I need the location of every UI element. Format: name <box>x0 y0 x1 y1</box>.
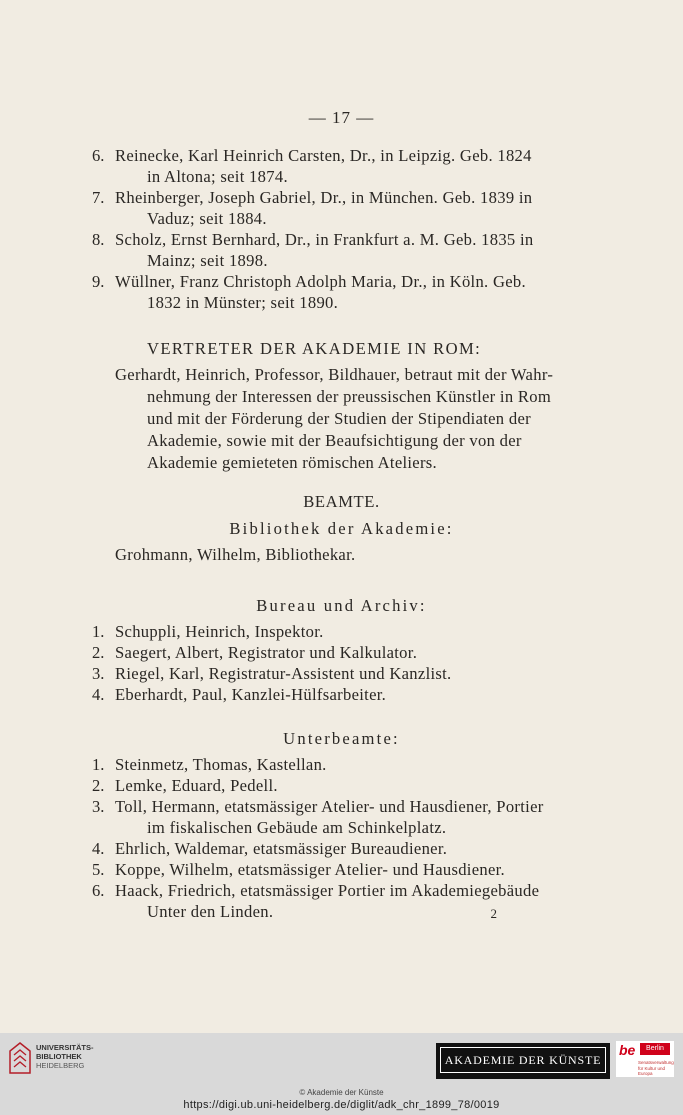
akademie-label: AKADEMIE DER KÜNSTE <box>440 1047 606 1073</box>
permalink-url[interactable]: https://digi.ub.uni-heidelberg.de/diglit/adk_chr_1899_78/0019 <box>183 1099 500 1111</box>
berlin-sub-line2: für Kultur und Europa <box>638 1065 666 1076</box>
list-number: 3. <box>92 797 105 816</box>
university-library-logo[interactable] <box>6 1039 106 1079</box>
list-number: 7. <box>92 188 105 207</box>
bureau-entry: Riegel, Karl, Registratur-Assistent und Kanzlist. <box>115 664 452 683</box>
member-entry-cont: Mainz; seit 1898. <box>147 251 268 270</box>
rome-paragraph-line: Akademie, sowie mit der Beaufsichtigung der von der <box>147 431 522 450</box>
list-number: 5. <box>92 860 105 879</box>
member-entry: Wüllner, Franz Christoph Adolph Maria, Dr., in Köln. Geb. <box>115 272 526 291</box>
berlin-sub-line1: Senatsverwaltung <box>638 1060 674 1065</box>
list-number: 6. <box>92 881 105 900</box>
library-emblem-icon <box>8 1041 32 1075</box>
list-number: 2. <box>92 776 105 795</box>
member-entry-cont: Vaduz; seit 1884. <box>147 209 267 228</box>
subheading-library: Bibliothek der Akademie: <box>229 519 454 538</box>
section-heading-rome: VERTRETER DER AKADEMIE IN ROM: <box>147 339 482 358</box>
unterbeamte-entry: Toll, Hermann, etatsmässiger Atelier- und Hausdiener, Portier <box>115 797 544 816</box>
signature-mark: 2 <box>490 906 497 921</box>
library-entry: Grohmann, Wilhelm, Bibliothekar. <box>115 545 356 564</box>
library-name-line3: HEIDELBERG <box>36 1061 85 1070</box>
member-entry-cont: 1832 in Münster; seit 1890. <box>147 293 339 312</box>
akademie-der-kuenste-logo[interactable] <box>436 1043 610 1079</box>
member-entry: Reinecke, Karl Heinrich Carsten, Dr., in Leipzig. Geb. 1824 <box>115 146 532 165</box>
list-number: 9. <box>92 272 105 291</box>
library-name-line1: UNIVERSITÄTS- <box>36 1043 94 1052</box>
rome-paragraph-line: und mit der Förderung der Studien der Stipendiaten der <box>147 409 531 428</box>
list-number: 4. <box>92 839 105 858</box>
subheading-unterbeamte: Unterbeamte: <box>283 729 400 748</box>
page-number: — 17 — <box>308 108 375 127</box>
section-heading-beamte: BEAMTE. <box>303 492 380 511</box>
unterbeamte-entry: Koppe, Wilhelm, etatsmässiger Atelier- und Hausdiener. <box>115 860 506 879</box>
unterbeamte-entry: Haack, Friedrich, etatsmässiger Portier im Akademiegebäude <box>115 881 540 900</box>
list-number: 6. <box>92 146 105 165</box>
unterbeamte-entry-cont: im fiskalischen Gebäude am Schinkelplatz. <box>147 818 447 837</box>
list-number: 1. <box>92 622 105 641</box>
berlin-tag: Berlin <box>640 1043 670 1055</box>
unterbeamte-entry-cont: Unter den Linden. <box>147 902 274 921</box>
list-number: 8. <box>92 230 105 249</box>
bureau-entry: Saegert, Albert, Registrator und Kalkulator. <box>115 643 418 662</box>
bureau-entry: Schuppli, Heinrich, Inspektor. <box>115 622 324 641</box>
copyright-notice: © Akademie der Künste <box>299 1088 384 1097</box>
library-name-line2: BIBLIOTHEK <box>36 1052 82 1061</box>
berlin-senate-logo[interactable] <box>616 1041 674 1077</box>
member-entry: Rheinberger, Joseph Gabriel, Dr., in München. Geb. 1839 in <box>115 188 533 207</box>
list-number: 4. <box>92 685 105 704</box>
rome-paragraph-line: Gerhardt, Heinrich, Professor, Bildhauer, betraut mit der Wahr- <box>115 365 554 384</box>
member-entry: Scholz, Ernst Bernhard, Dr., in Frankfurt a. M. Geb. 1835 in <box>115 230 534 249</box>
viewer-footer <box>0 1033 683 1115</box>
member-entry-cont: in Altona; seit 1874. <box>147 167 288 186</box>
unterbeamte-entry: Lemke, Eduard, Pedell. <box>115 776 278 795</box>
berlin-be-mark: be <box>619 1042 636 1058</box>
list-number: 3. <box>92 664 105 683</box>
subheading-bureau: Bureau und Archiv: <box>256 596 427 615</box>
list-number: 2. <box>92 643 105 662</box>
unterbeamte-entry: Ehrlich, Waldemar, etatsmässiger Bureaudiener. <box>115 839 448 858</box>
unterbeamte-entry: Steinmetz, Thomas, Kastellan. <box>115 755 327 774</box>
list-number: 1. <box>92 755 105 774</box>
bureau-entry: Eberhardt, Paul, Kanzlei-Hülfsarbeiter. <box>115 685 387 704</box>
rome-paragraph-line: Akademie gemieteten römischen Ateliers. <box>147 453 438 472</box>
rome-paragraph-line: nehmung der Interessen der preussischen Künstler in Rom <box>147 387 552 406</box>
